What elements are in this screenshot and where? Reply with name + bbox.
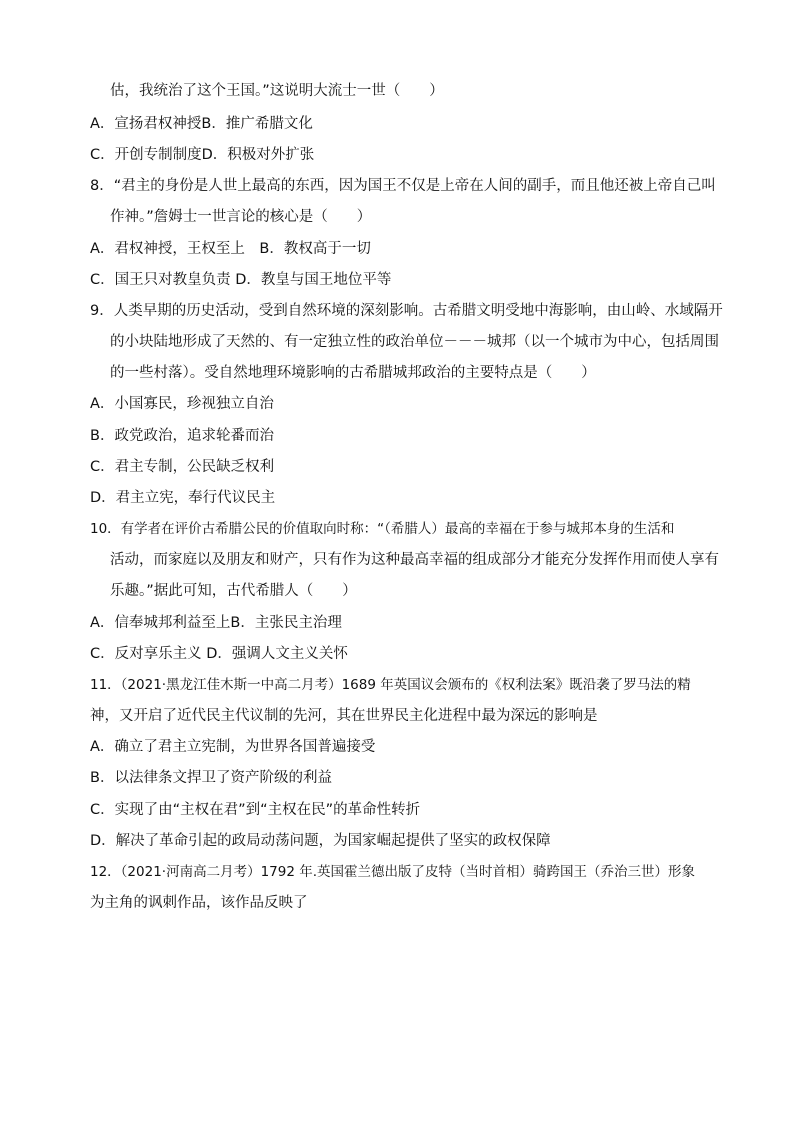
q10-options-ab: A．信奉城邦利益至上B．主张民主治理 [90,615,342,631]
q8-options-cd: C．国王只对教皇负责 D．教皇与国王地位平等 [90,272,392,288]
q9-option-a: A．小国寡民，珍视独立自治 [90,396,274,412]
q9-stem-line-1: 9．人类早期的历史活动，受到自然环境的深刻影响。古希腊文明受地中海影响，由山岭、水域隔开 [90,303,723,319]
q10-stem-line-1: 10．有学者在评价古希腊公民的价值取向时称：“（希腊人）最高的幸福在于参与城邦本身的生活和 [90,521,675,537]
q11-stem-line-1: 11．（2021·黑龙江佳木斯一中高二月考）1689 年英国议会颁布的《权利法案》既沿袭了罗马法的精 [90,677,691,693]
q7-stem-continuation: 估，我统治了这个王国。”这说明大流士一世（ ） [110,83,444,99]
q11-option-d: D．解决了革命引起的政局动荡问题，为国家崛起提供了坚实的政权保障 [90,833,551,849]
q12-stem-line-1: 12．（2021·河南高二月考）1792 年.英国霍兰德出版了皮特（当时首相）骑跨国王（乔治三世）形象 [90,864,696,880]
q11-stem-line-2: 神，又开启了近代民主代议制的先河，其在世界民主化进程中最为深远的影响是 [90,708,598,724]
q9-option-b: B．政党政治，追求轮番而治 [90,428,274,444]
q7-options-ab: A．宣扬君权神授B．推广希腊文化 [90,116,313,132]
q9-option-c: C．君主专制，公民缺乏权利 [90,459,275,475]
q8-options-ab: A．君权神授，王权至上 B．教权高于一切 [90,241,371,257]
q10-stem-line-3: 乐趣。”据此可知，古代希腊人（ ） [110,583,357,599]
q9-stem-line-2: 的小块陆地形成了天然的、有一定独立性的政治单位－－－城邦（以一个城市为中心，包括周围 [110,334,719,350]
q11-option-b: B．以法律条文捍卫了资产阶级的利益 [90,770,332,786]
q9-stem-line-3: 的一些村落）。受自然地理环境影响的古希腊城邦政治的主要特点是（ ） [110,365,596,381]
q12-stem-line-2: 为主角的讽刺作品，该作品反映了 [90,895,308,911]
q9-option-d: D．君主立宪，奉行代议民主 [90,490,276,506]
q8-stem-line-2: 作神。”詹姆士一世言论的核心是（ ） [110,209,372,225]
q10-options-cd: C．反对享乐主义 D．强调人文主义关怀 [90,646,348,662]
q8-stem-line-1: 8．“君主的身份是人世上最高的东西，因为国王不仅是上帝在人间的副手，而且他还被上帝自己叫 [90,178,716,194]
q10-stem-line-2: 活动，而家庭以及朋友和财产，只有作为这种最高幸福的组成部分才能充分发挥作用而使人享有 [110,552,719,568]
q11-option-c: C．实现了由“主权在君”到“主权在民”的革命性转折 [90,802,421,818]
q11-option-a: A．确立了君主立宪制，为世界各国普遍接受 [90,739,376,755]
q7-options-cd: C．开创专制制度D．积极对外扩张 [90,147,315,163]
